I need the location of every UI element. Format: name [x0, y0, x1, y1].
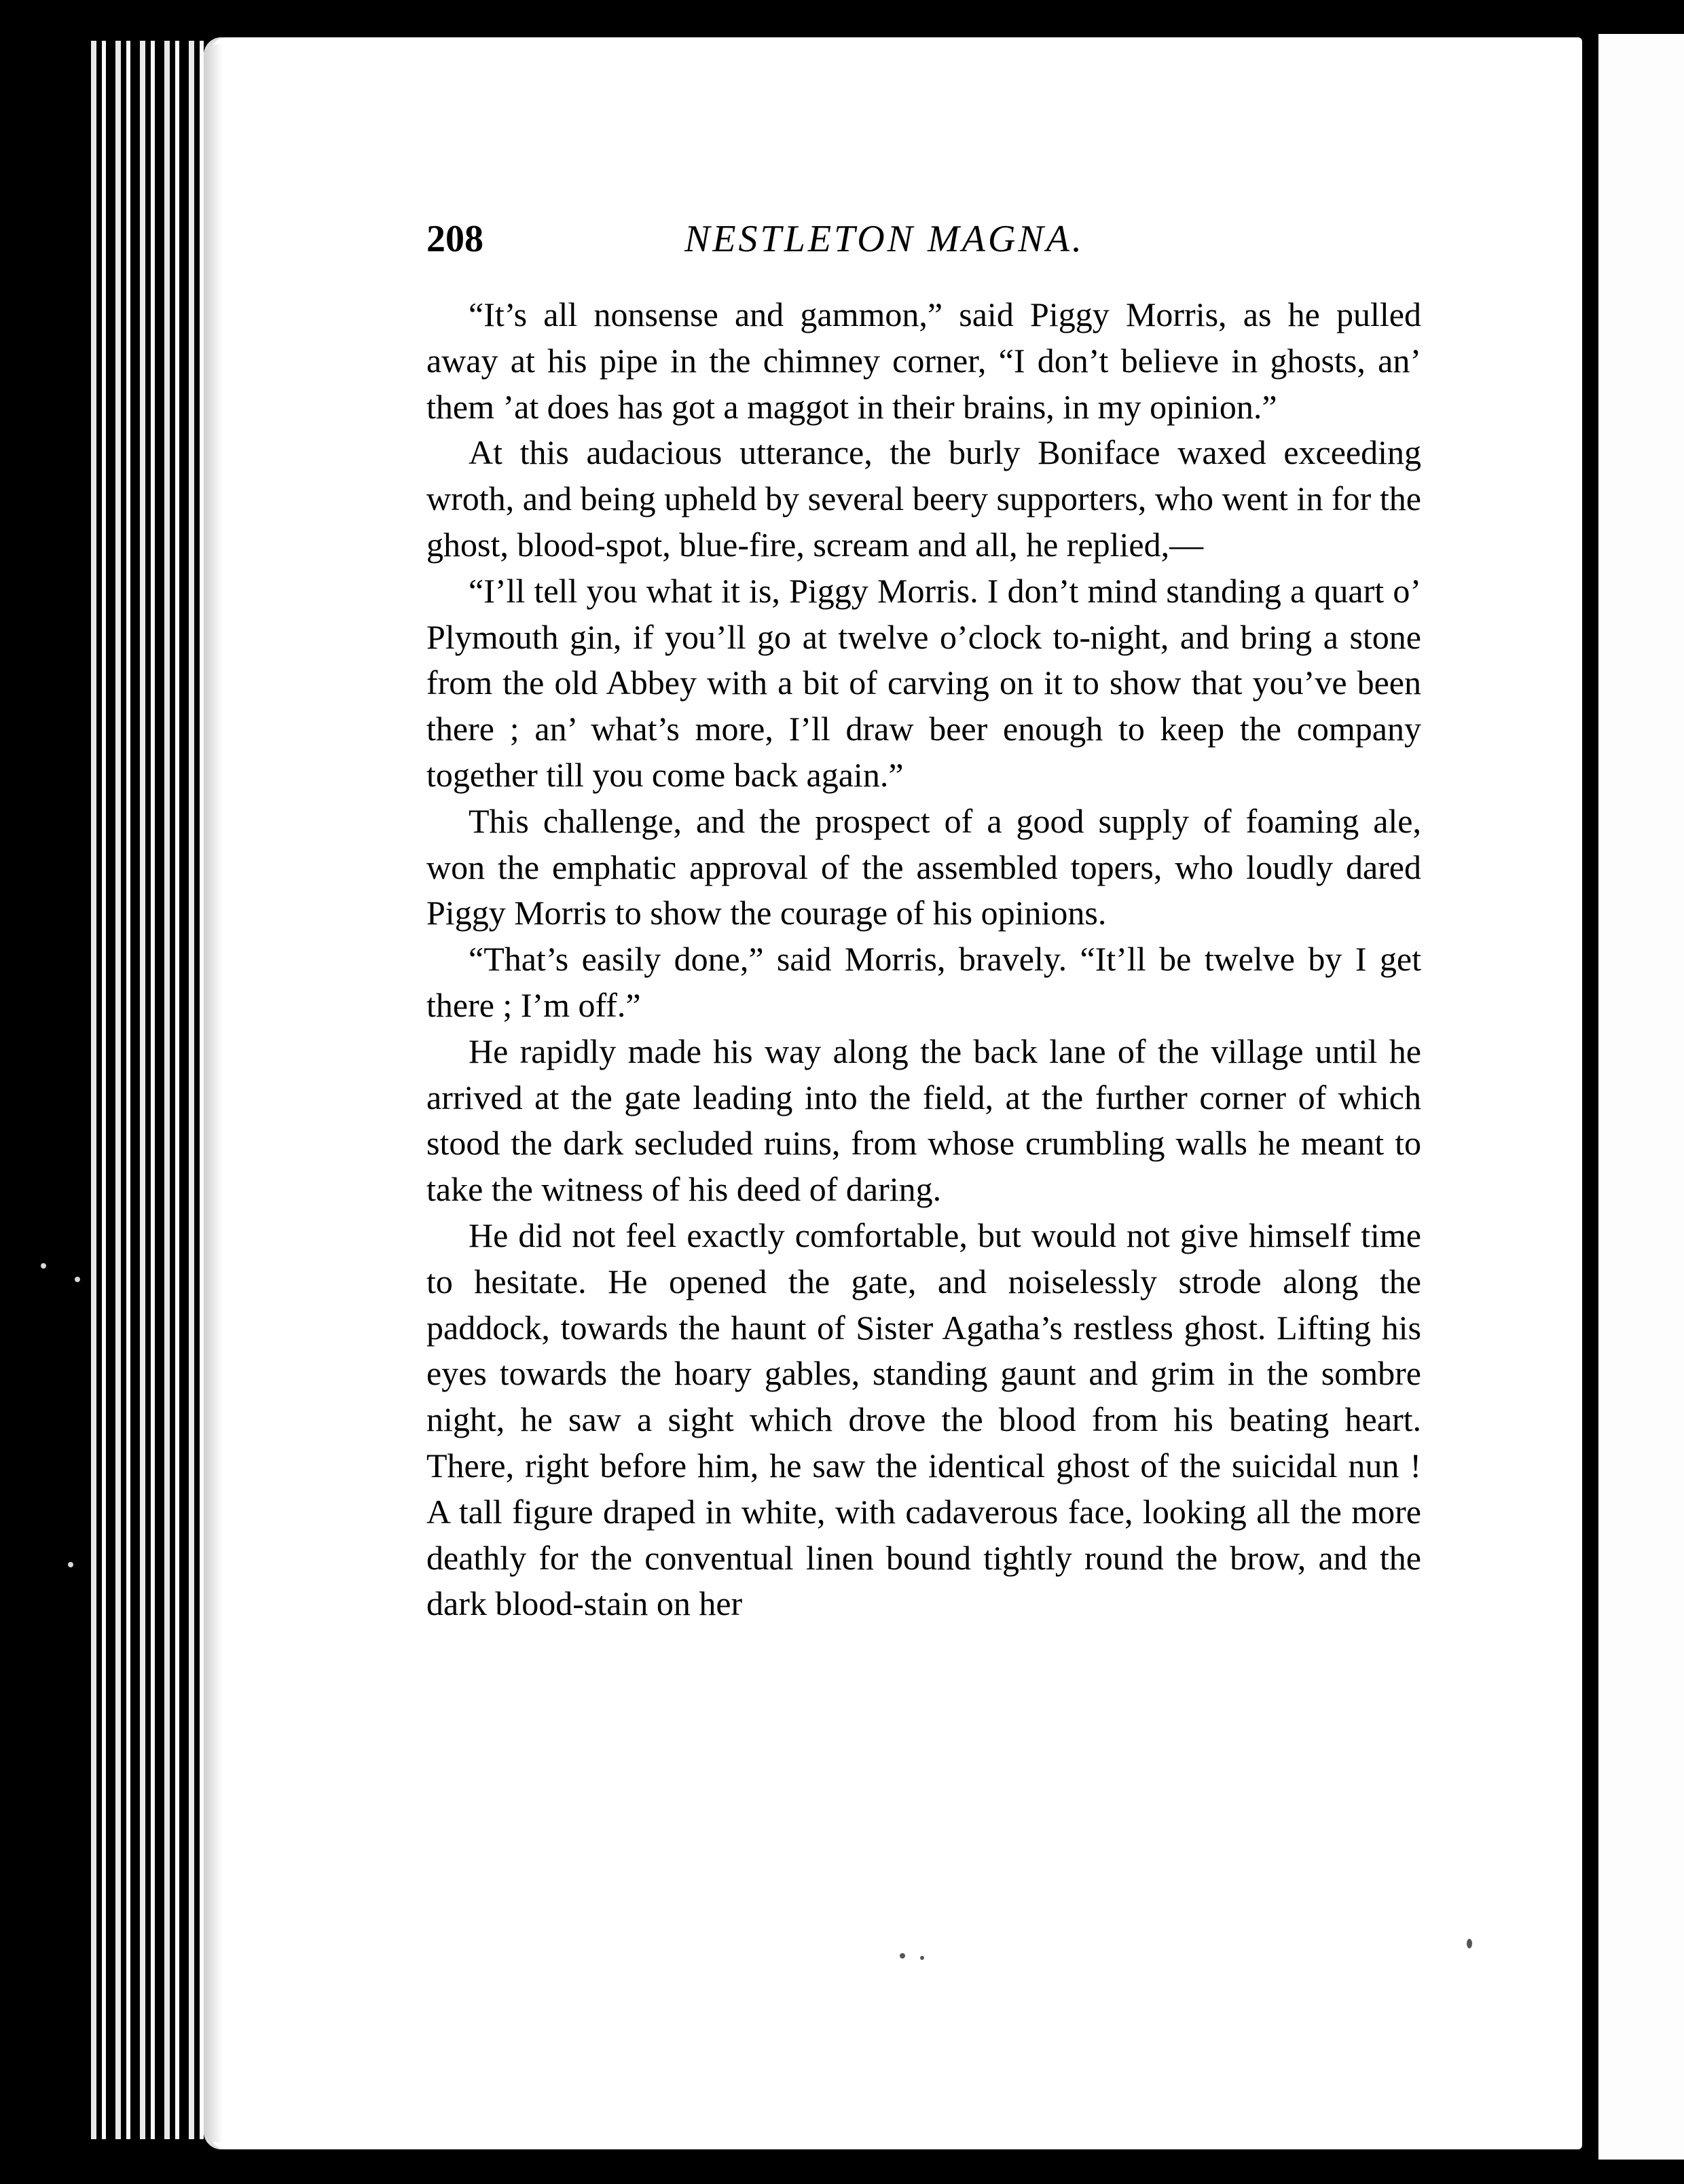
facing-page-edge	[1598, 34, 1684, 2160]
body-text	[426, 292, 1421, 1627]
paragraph: This challenge, and the prospect of a good supply of foaming ale, won the emphatic approval of the assembled topers, who loudly dared Piggy Morris to show the courage of his opinions.	[426, 801, 1421, 932]
paragraph: “It’s all nonsense and gammon,” said Piggy Morris, as he pulled away at his pipe in the chimney corner, “I don’t believe in ghosts, an’ them ’at does has got a maggot in their brains, in my opinion.”	[426, 295, 1421, 426]
page-curl-shadow	[204, 44, 223, 2143]
running-head	[426, 217, 1160, 272]
scan-dot	[75, 1277, 80, 1282]
scan-dot	[68, 1562, 73, 1567]
running-title: NESTLETON MAGNA.	[684, 218, 1084, 260]
scan-speck	[900, 1953, 905, 1959]
paragraph: “That’s easily done,” said Morris, bravely. “It’ll be twelve by I get there ; I’m off.”	[426, 940, 1421, 1024]
page-block-edges	[81, 41, 210, 2139]
binding-gutter	[1582, 41, 1598, 2153]
paragraph: He did not feel exactly comfortable, but would not give himself time to hesitate. He opened the gate, and noiselessly strode along the paddock, towards the haunt of Sister Agatha’s restless ghost. Lifting his eyes towards the hoary gables, standing gaunt and grim in the sombre night, he saw a sight which drove the blood from his beating heart. There, right before him, he saw the identical ghost of the suicidal nun ! A tall figure draped in white, with cadaverous face, looking all the more deathly for the conventual linen bound tightly round the brow, and the dark blood-stain on her	[426, 1216, 1421, 1623]
scan-dot	[41, 1263, 46, 1269]
scan-speck	[1467, 1939, 1472, 1948]
paragraph: He rapidly made his way along the back lane of the village until he arrived at the gate leading into the field, at the further corner of which stood the dark secluded ruins, from whose crumbling walls he meant to take the witness of his deed of daring.	[426, 1032, 1421, 1209]
scan-speck	[920, 1956, 924, 1960]
paragraph: At this audacious utterance, the burly Boniface waxed exceeding wroth, and being upheld by several beery supporters, who went in for the ghost, blood-spot, blue-fire, scream and all, he replied,—	[426, 433, 1421, 564]
page-number: 208	[426, 218, 483, 260]
paragraph: “I’ll tell you what it is, Piggy Morris. I don’t mind standing a quart o’ Plymouth gin, if you’ll go at twelve o’clock to-night, and bring a stone from the old Abbey with a bit of carving on it to show that you’ve been there ; an’ what’s more, I’ll draw beer enough to keep the company together till you come back again.”	[426, 571, 1421, 794]
